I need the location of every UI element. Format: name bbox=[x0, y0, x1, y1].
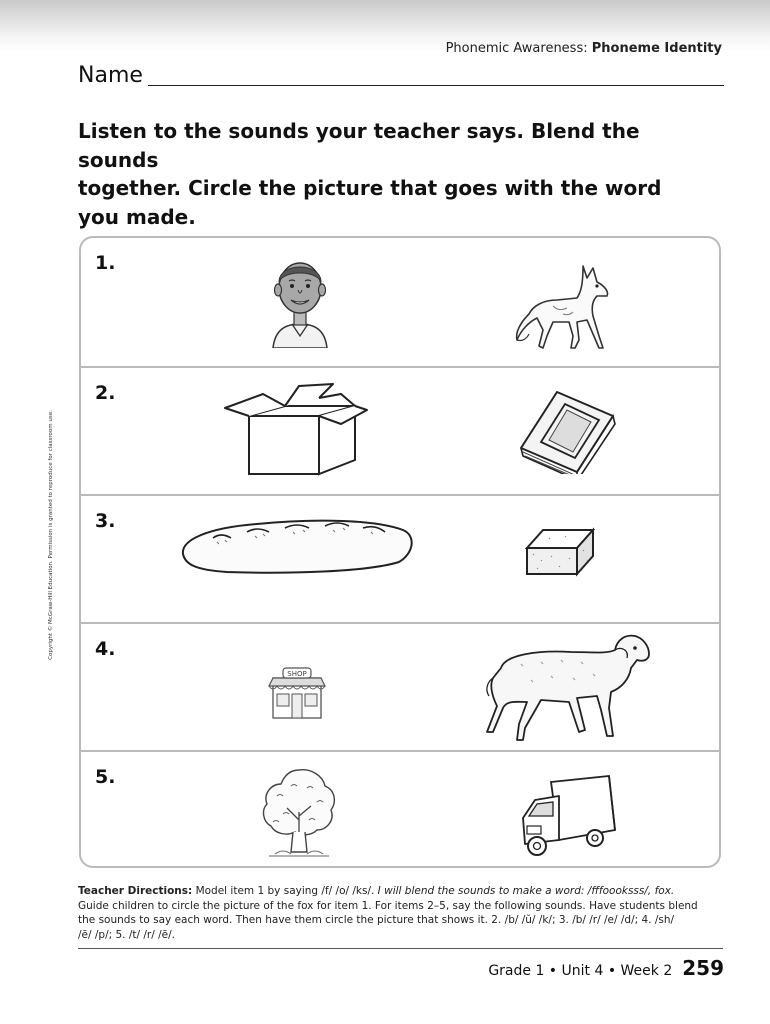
truck-icon[interactable] bbox=[519, 774, 617, 858]
item-row-3 bbox=[81, 494, 719, 622]
item-number: 1. bbox=[95, 252, 116, 274]
items-panel bbox=[79, 236, 721, 868]
instructions bbox=[78, 117, 718, 231]
brick-icon[interactable] bbox=[525, 520, 595, 580]
directions-line-4: /ē/ /p/; 5. /t/ /r/ /ē/. bbox=[78, 928, 175, 941]
tree-icon[interactable] bbox=[261, 766, 337, 860]
item-row-1 bbox=[81, 238, 719, 366]
directions-line-3: the sounds to say each word. Then have them circle the picture that shows it. 2. /b/ /ŭ/ /k/; 3. /b/ /r/ /e/ /d/; 4. /sh/ bbox=[78, 914, 675, 926]
item-row-5 bbox=[81, 750, 719, 868]
page-number: 259 bbox=[682, 956, 724, 980]
footer-rule bbox=[78, 948, 723, 949]
item-number: 2. bbox=[95, 382, 116, 404]
side-copyright: Copyright © McGraw-Hill Education. Permission is granted to reproduce for classroom use. bbox=[48, 410, 54, 660]
sheep-icon[interactable] bbox=[481, 628, 653, 748]
instructions-line-2: together. Circle the picture that goes with the word bbox=[78, 176, 662, 200]
teacher-directions bbox=[78, 884, 723, 942]
header-category: Phonemic Awareness: bbox=[445, 41, 592, 56]
page-footer bbox=[488, 956, 724, 984]
item-row-4 bbox=[81, 622, 719, 750]
book-icon[interactable] bbox=[517, 386, 617, 474]
name-line[interactable] bbox=[148, 85, 724, 86]
directions-line-2: Guide children to circle the picture of the fox for item 1. For items 2–5, say the following sounds. Have students blend bbox=[78, 899, 698, 912]
header-skill: Phoneme Identity bbox=[591, 41, 722, 56]
directions-line-1 bbox=[78, 884, 723, 899]
shop-icon[interactable] bbox=[267, 664, 327, 720]
item-number: 3. bbox=[95, 510, 116, 532]
boy-icon[interactable] bbox=[265, 250, 335, 348]
name-label: Name bbox=[78, 63, 143, 88]
grade-unit-week: Grade 1 • Unit 4 • Week 2 bbox=[488, 963, 673, 979]
box-icon[interactable] bbox=[223, 380, 369, 478]
directions-line-1-b: I will blend the sounds to make a word: /fffoooksss/, fox. bbox=[377, 885, 675, 897]
item-number: 5. bbox=[95, 766, 116, 788]
item-number: 4. bbox=[95, 638, 116, 660]
instructions-line-1: Listen to the sounds your teacher says. Blend the sounds bbox=[78, 119, 640, 172]
item-row-2 bbox=[81, 366, 719, 494]
fox-icon[interactable] bbox=[513, 256, 613, 352]
bread-icon[interactable] bbox=[177, 516, 417, 576]
instructions-line-3: you made. bbox=[78, 204, 196, 229]
name-row bbox=[78, 63, 724, 93]
directions-line-1-a: Model item 1 by saying /f/ /o/ /ks/. bbox=[192, 885, 378, 897]
directions-label: Teacher Directions: bbox=[78, 885, 193, 897]
svg-text:SHOP: SHOP bbox=[287, 670, 307, 678]
page-header bbox=[446, 41, 722, 56]
